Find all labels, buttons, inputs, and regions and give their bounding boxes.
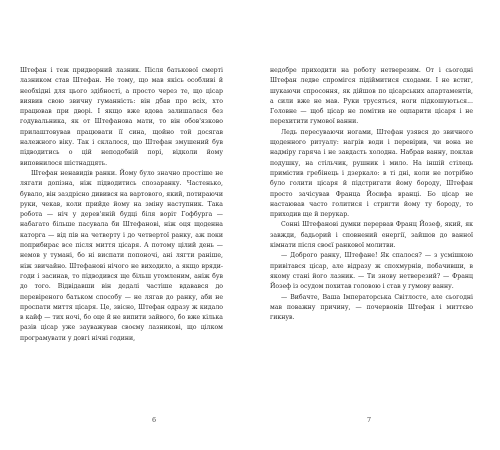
page-number: 6 [152, 416, 157, 424]
paragraph: Сонні Штефанові думки перервав Франц Йозеф, який, як завжди, бадьорий і сповнений енергії, зайшов до ванної кімнати після своєї ранкової молитви. [270, 221, 473, 250]
paragraph: Штефан ненавидів ранки. Йому було значно простіше не лягати допізна, ніж підводитись спозаранку. Частенько, бувало, він заздрісно дивився на вартового, який, потираючи руки, чекав, коли прийде йому на зміну наступник. Така робота — ніч у дерев'яній будці біля воріт Гофбурга — набагато більше пасувала би Штефанові, ніж оця щоденна каторга — від пів на четверту і до четвертої ранку, аж поки поприбирає все після миття цісаря. А потому цілий день — немов у тумані, бо ні виспати попоночі, ані лягти раніше, ніж звичайно. Штефанові нічого не виходило, а якщо вряди-годи і засинав, то підводився ще більш утомленим, аніж був до того. Відвідавши він дедалі частіше вдавався до перевіреного батьком способу — не лягав до ранку, аби не проспати миття цісаря. Це, звісно, Штефан одразу ж кидало в кайф — тих ночі, бо оце й не випити зайвого, бо вже кілька разів цісар уже зауважував своєму лазникові, що цілком програмувати у довгі нічні години, [20, 169, 223, 342]
paragraph: Штефан і теж придворний лазник. Після батькової смерті лазником став Штефан. Не тому, що мав якісь особливі й необхідні для цього здібності, а просто через те, що цісар виявив свою звичну гуманність: він дбав про всіх, хто працював при дворі. І якщо вже вдова залишалася без годувальника, як от Штефанова мати, то він обов'язково прилаштовував працювати її сина, щойно той досягав належного віку. Так і склалося, що Штефан змушений був підводитись о цій неподобній порі, відколи йому виповнилося шістнадцять. [20, 67, 223, 167]
right-page-text [270, 66, 473, 323]
page-number: 7 [367, 416, 372, 424]
left-page-text [20, 66, 223, 344]
right-page [250, 0, 500, 450]
paragraph: — Вибачте, Ваша Імператорська Світлосте, але сьогодні мав поважну причину, — почервонів Штефан і миттєво гикнув. [270, 293, 473, 322]
paragraph: Ледь пересуваючи ногами, Штефан узявся до звичного щоденного ритуалу: нагрів води і перевірив, чи вона не надміру гаряча і не завдасть холодна. Набрав ванну, поклав подушку, на стільчик, рушник і мило. На іншій стілець примістив гребінець і дзеркало: в ті дні, коли не потрібно було голити цісаря й підстригати йому бороду, Штефан просто зачісував Франца Йосифа вранці. Бо цісар не настаював часто голитися і стригти йому ту бороду, то приходив ще й перукар. [270, 128, 473, 219]
paragraph: — Доброго ранку, Штефане! Як спалося? — з усмішкою привітався цісар, але відразу ж спохмурнів, побачивши, в якому стані його лазник. — Ти знову нетверезий? — Франц Йозеф із осудом похитав головою і став у гумову ванну. [270, 252, 473, 291]
paragraph: недобре приходити на роботу нетверезим. От і сьогодні Штефан ледве спромігся підіймитися сходами. І не встиг, шукаючи спросоння, як дійшов по цісарських апартаментів, а сили вже не мав. Руки трусяться, ноги підкошуються... Головне — щоб цісар не помітив не оцпарити цісаря і не перехитити гумової ванни. [270, 67, 473, 126]
